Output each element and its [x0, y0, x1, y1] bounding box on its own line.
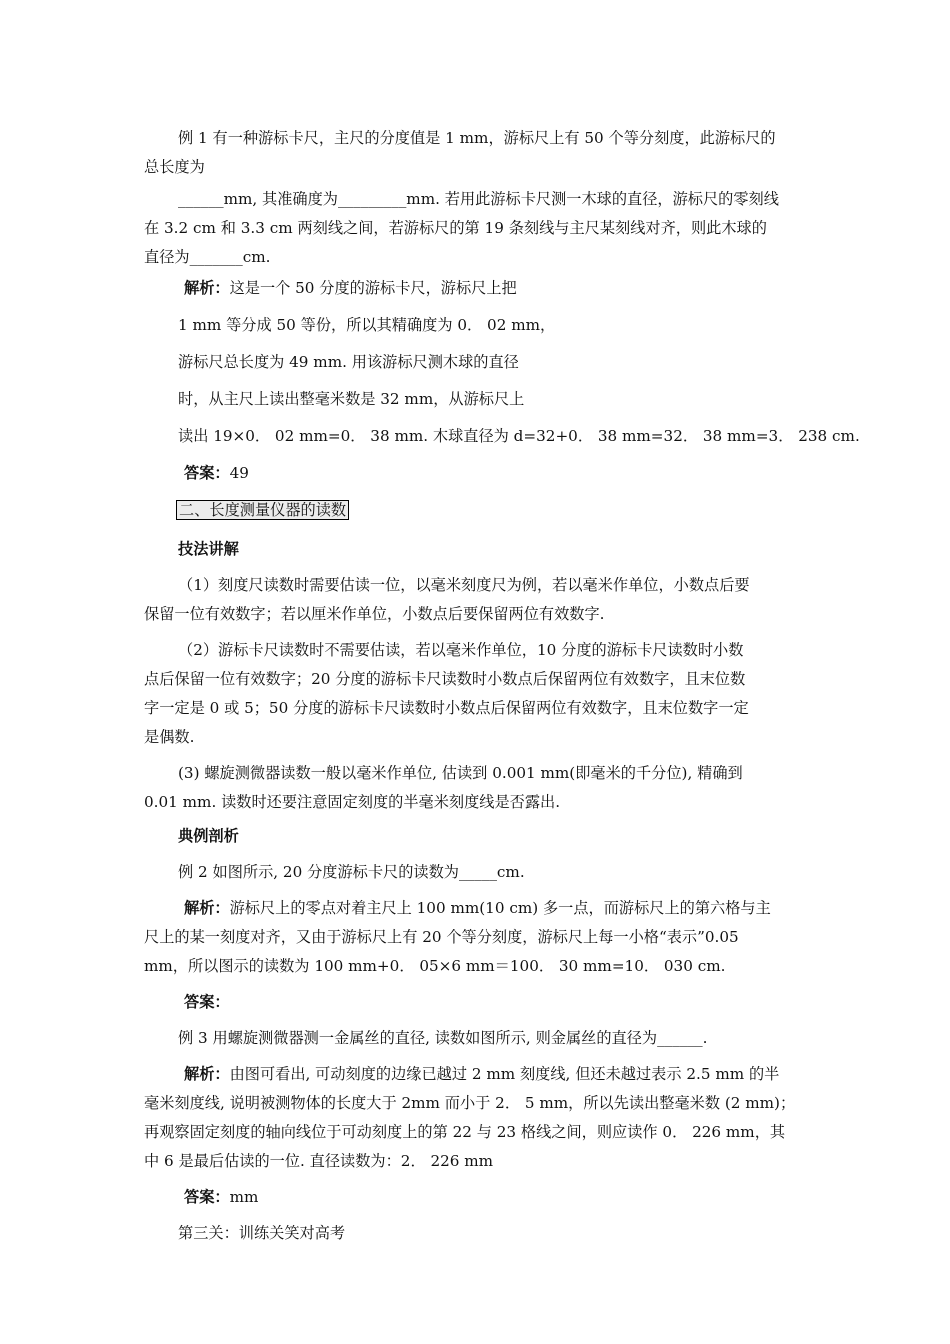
analysis-2-line1: [184, 898, 771, 918]
analysis-label: 解析：: [184, 899, 230, 917]
analysis-3-line4: 中 6 是最后估读的一位. 直径读数为：2． 226 mm: [144, 1152, 494, 1170]
analysis-2-line3: mm，所以图示的读数为 100 mm+0． 05×6 mm＝100． 30 mm=10． 030 cm.: [144, 957, 726, 975]
ex1-line1: 例 1 有一种游标卡尺，主尺的分度值是 1 mm，游标尺上有 50 个等分刻度，此游标尺的: [178, 129, 776, 147]
section-3-heading: 第三关：训练关笑对高考: [178, 1224, 346, 1242]
answer-3: [184, 1187, 258, 1207]
skill-p2-line1: （2）游标卡尺读数时不需要估读，若以毫米作单位，10 分度的游标卡尺读数时小数: [178, 641, 744, 659]
analysis-1-line2: 1 mm 等分成 50 等份，所以其精确度为 0． 02 mm，: [178, 316, 556, 334]
skill-p2-line2: 点后保留一位有效数字；20 分度的游标卡尺读数时小数点后保留两位有效数字，且末位数: [144, 670, 746, 688]
analysis-text: 由图可看出, 可动刻度的边缘已越过 2 mm 刻度线, 但还未越过表示 2.5 mm 的半: [229, 1065, 780, 1083]
ex3-question: 例 3 用螺旋测微器测一金属丝的直径, 读数如图所示, 则金属丝的直径为______.: [178, 1029, 708, 1047]
skill-p2-line4: 是偶数.: [144, 728, 195, 746]
analysis-3-line3: 再观察固定刻度的轴向线位于可动刻度上的第 22 与 23 格线之间，则应读作 0． 226 mm，其: [144, 1123, 786, 1141]
answer-2-label: 答案：: [184, 993, 230, 1011]
answer-value: 49: [229, 464, 249, 482]
ex1-line5: 直径为_______cm.: [144, 248, 271, 266]
section-2-heading: [176, 500, 349, 520]
skill-p2-line3: 字一定是 0 或 5；50 分度的游标卡尺读数时小数点后保留两位有效数字，且末位数字一定: [144, 699, 749, 717]
ex1-line4: 在 3.2 cm 和 3.3 cm 两刻线之间，若游标尺的第 19 条刻线与主尺某刻线对齐，则此木球的: [144, 219, 767, 237]
analysis-1-line1: [184, 278, 517, 298]
analysis-label: 解析：: [184, 1065, 230, 1083]
answer-1: [184, 463, 249, 483]
analysis-1-line3: 游标尺总长度为 49 mm. 用该游标尺测木球的直径: [178, 353, 519, 371]
cases-heading: 典例剖析: [178, 827, 239, 845]
analysis-1-line5: 读出 19×0． 02 mm=0． 38 mm. 木球直径为 d=32+0． 38 mm=32． 38 mm=3． 238 cm.: [178, 427, 860, 445]
analysis-text: 这是一个 50 分度的游标卡尺，游标尺上把: [229, 279, 517, 297]
analysis-3-line1: [184, 1064, 779, 1084]
section-2-heading-box: 二、长度测量仪器的读数: [176, 500, 349, 520]
ex1-line2: 总长度为: [144, 158, 205, 176]
skill-p1-line1: （1）刻度尺读数时需要估读一位，以毫米刻度尺为例，若以毫米作单位，小数点后要: [178, 576, 750, 594]
skill-p1-line2: 保留一位有效数字；若以厘米作单位，小数点后要保留两位有效数字.: [144, 605, 605, 623]
answer-label: 答案：: [184, 1188, 230, 1206]
analysis-label: 解析：: [184, 279, 230, 297]
analysis-2-line2: 尺上的某一刻度对齐，又由于游标尺上有 20 个等分刻度，游标尺上每一小格“表示”0.05: [144, 928, 739, 946]
analysis-3-line2: 毫米刻度线, 说明被测物体的长度大于 2mm 而小于 2． 5 mm，所以先读出整毫米数 (2 mm)；: [144, 1094, 796, 1112]
ex2-question: 例 2 如图所示, 20 分度游标卡尺的读数为_____cm.: [178, 863, 525, 881]
skill-heading: 技法讲解: [178, 540, 239, 558]
ex1-line3: ______mm, 其准确度为_________mm. 若用此游标卡尺测一木球的直径，游标尺的零刻线: [178, 190, 779, 208]
analysis-text: 游标尺上的零点对着主尺上 100 mm(10 cm) 多一点，而游标尺上的第六格与主: [229, 899, 771, 917]
skill-p3-line1: (3) 螺旋测微器读数一般以毫米作单位, 估读到 0.001 mm(即毫米的千分位), 精确到: [178, 764, 743, 782]
analysis-1-line4: 时，从主尺上读出整毫米数是 32 mm，从游标尺上: [178, 390, 525, 408]
answer-label: 答案：: [184, 464, 230, 482]
skill-p3-line2: 0.01 mm. 读数时还要注意固定刻度的半毫米刻度线是否露出.: [144, 793, 561, 811]
answer-value: mm: [229, 1188, 259, 1206]
